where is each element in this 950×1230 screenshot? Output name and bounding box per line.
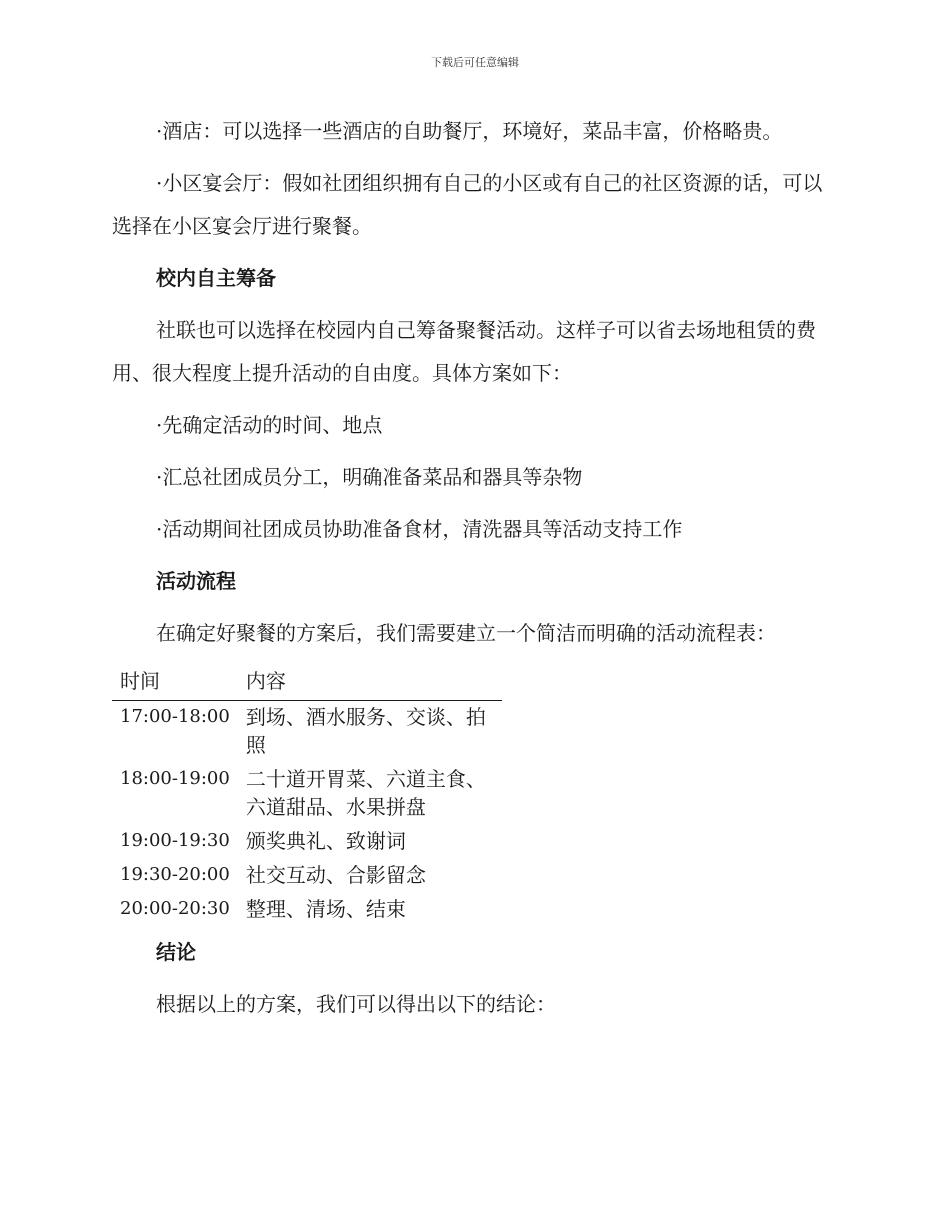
table-row — [112, 763, 502, 825]
campus-bullet-division: ·汇总社团成员分工，明确准备菜品和器具等杂物 — [156, 465, 583, 489]
campus-section-heading: 校内自主筹备 — [156, 266, 276, 290]
schedule-time: 19:00-19:30 — [120, 830, 230, 851]
schedule-table — [112, 664, 502, 927]
community-hall-bullet: ·小区宴会厅：假如社团组织拥有自己的小区或有自己的社区资源的话，可以选择在小区宴会厅进行聚餐。 — [112, 171, 823, 238]
campus-bullet-time-place: ·先确定活动的时间、地点 — [156, 413, 383, 437]
schedule-content: 社交互动、合影留念 — [245, 863, 426, 887]
table-row — [112, 893, 502, 927]
hotel-bullet: ·酒店：可以选择一些酒店的自助餐厅，环境好，菜品丰富，价格略贵。 — [156, 119, 783, 143]
page-header: 下载后可任意编辑 — [431, 56, 519, 69]
campus-bullet-support: ·活动期间社团成员协助准备食材，清洗器具等活动支持工作 — [156, 517, 683, 541]
schedule-time: 17:00-18:00 — [120, 706, 230, 727]
column-header-time: 时间 — [112, 664, 238, 701]
schedule-time: 19:30-20:00 — [120, 864, 230, 885]
schedule-content: 颁奖典礼、致谢词 — [245, 829, 406, 853]
schedule-content: 到场、酒水服务、交谈、拍照 — [245, 705, 486, 757]
table-row — [112, 701, 502, 764]
schedule-content: 整理、清场、结束 — [245, 897, 406, 921]
table-row — [112, 859, 502, 893]
process-paragraph: 在确定好聚餐的方案后，我们需要建立一个简洁而明确的活动流程表： — [156, 621, 776, 645]
conclusion-paragraph: 根据以上的方案，我们可以得出以下的结论： — [156, 992, 556, 1016]
schedule-content: 二十道开胃菜、六道主食、六道甜品、水果拼盘 — [245, 767, 486, 819]
campus-paragraph: 社联也可以选择在校园内自己筹备聚餐活动。这样子可以省去场地租赁的费用、很大程度上提升活动的自由度。具体方案如下： — [112, 318, 816, 385]
document-body — [112, 110, 832, 1035]
schedule-time: 18:00-19:00 — [120, 768, 230, 789]
table-row — [112, 825, 502, 859]
schedule-header-row — [112, 664, 502, 701]
process-section-heading: 活动流程 — [156, 569, 236, 593]
column-header-content: 内容 — [238, 664, 502, 701]
conclusion-section-heading: 结论 — [156, 940, 196, 964]
schedule-time: 20:00-20:30 — [120, 898, 230, 919]
